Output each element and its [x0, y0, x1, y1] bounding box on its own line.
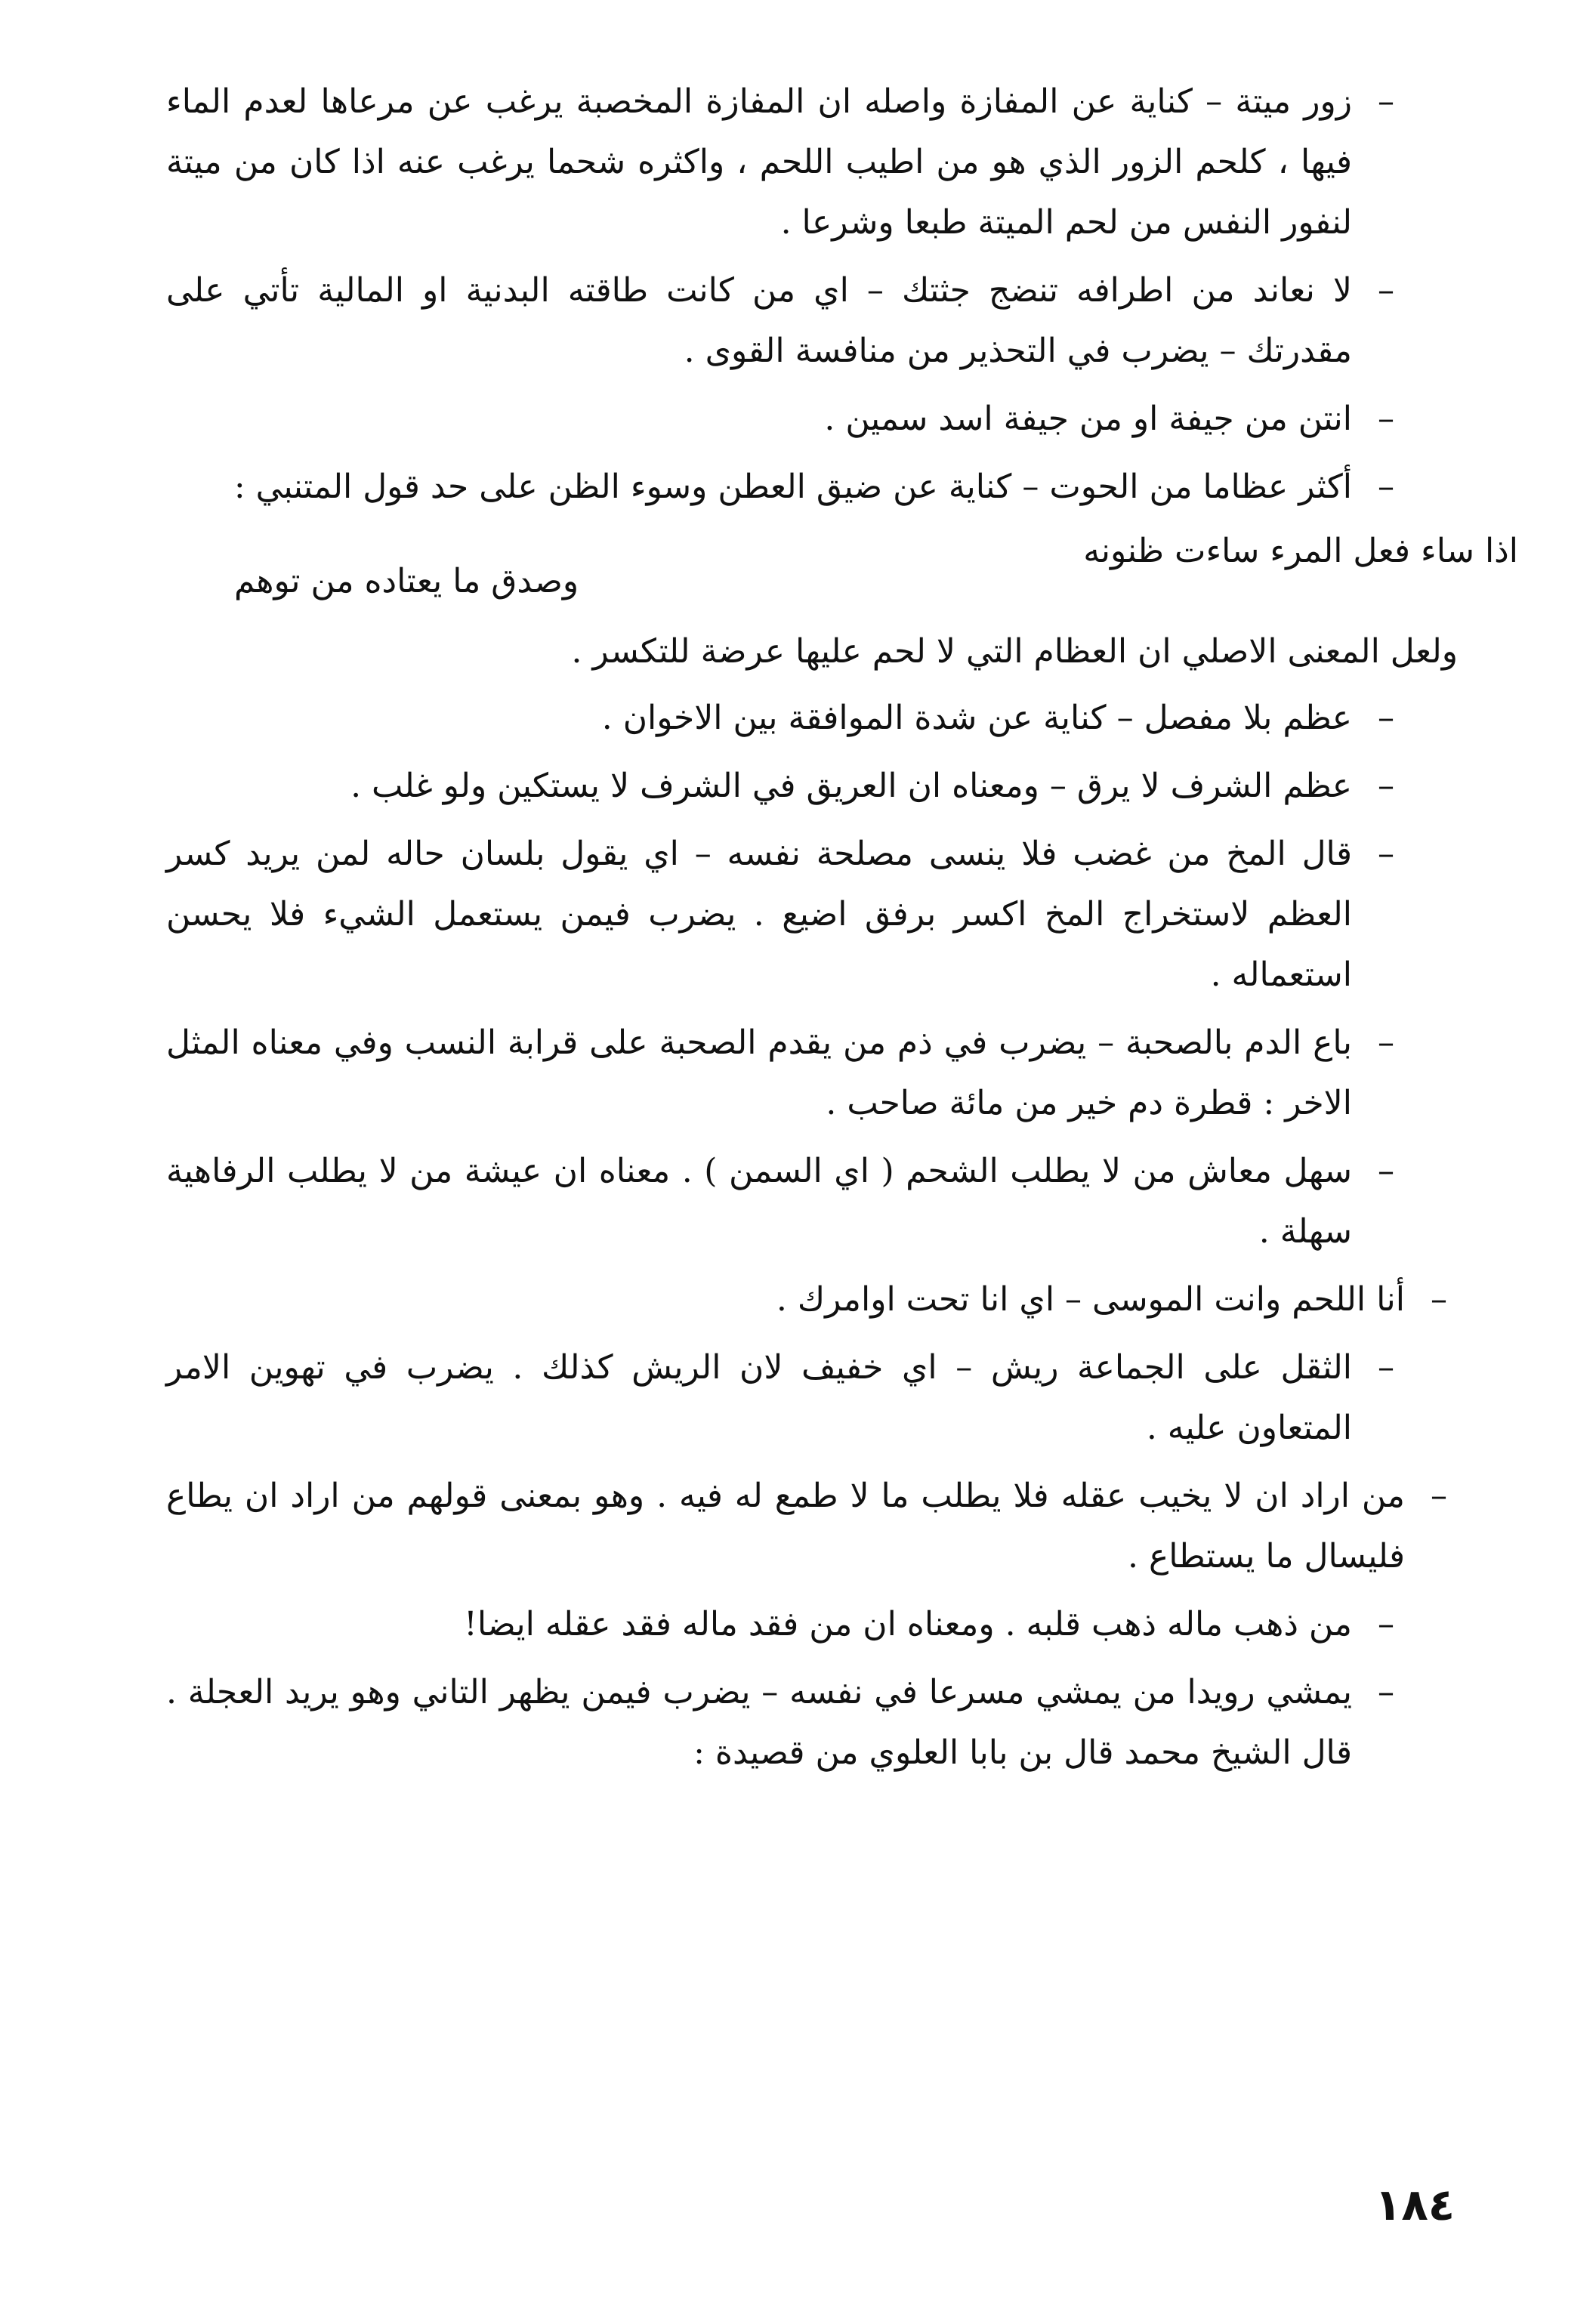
proverb-entry: [166, 1270, 1458, 1330]
entry-dash: –: [1378, 82, 1394, 121]
entry-text: قال المخ من غضب فلا ينسى مصلحة نفسه – اي يقول بلسان حاله لمن يريد كسر العظم لاستخراج المخ اكسر برفق اضيع . يضرب فيمن يستعمل الشيء فلا يحسن استعماله .: [166, 835, 1352, 994]
entry-text: عظم الشرف لا يرق – ومعناه ان العريق في الشرف لا يستكين ولو غلب .: [350, 767, 1352, 805]
entry-dash: –: [1378, 468, 1394, 506]
entry-text: الثقل على الجماعة ريش – اي خفيف لان الريش كذلك . يضرب في تهوين الامر المتعاون عليه .: [166, 1348, 1352, 1447]
proverb-entry: [166, 824, 1405, 1005]
proverb-entry: [166, 261, 1405, 381]
proverb-entry: [166, 1013, 1405, 1134]
entry-text: باع الدم بالصحبة – يضرب في ذم من يقدم الصحبة على قرابة النسب وفي معناه المثل الاخر : قطرة دم خير من مائة صاحب .: [166, 1023, 1352, 1122]
entry-text: أكثر عظاما من الحوت – كناية عن ضيق العطن وسوء الظن على حد قول المتنبي :: [233, 468, 1352, 506]
verse-hemistich-2: وصدق ما يعتاده من توهم: [234, 562, 579, 600]
proverb-entry: [166, 1141, 1405, 1262]
entry-text: زور ميتة – كناية عن المفازة واصله ان المفازة المخصبة يرغب عن مرعاها لعدم الماء فيها ، كلحم الزور الذي هو من اطيب اللحم ، واكثره شحما يرغب عنه اذا كان من ميتة لنفور النفس من لحم الميتة طبعا وشرعا .: [166, 82, 1352, 242]
poem-verse: [234, 525, 1518, 608]
entry-dash: –: [1378, 1348, 1394, 1387]
entry-dash: –: [1378, 1673, 1394, 1711]
verse-hemistich-1: اذا ساء فعل المرء ساءت ظنونه: [1083, 532, 1518, 570]
entry-dash: –: [1431, 1477, 1447, 1515]
proverb-entry: [166, 756, 1405, 816]
entry-text: لا نعاند من اطرافه تنضج جثتك – اي من كانت طاقته البدنية او المالية تأتي على مقدرتك – يضرب في التحذير من منافسة القوى .: [166, 271, 1352, 370]
entry-text: سهل معاش من لا يطلب الشحم ( اي السمن ) . معناه ان عيشة من لا يطلب الرفاهية سهلة .: [166, 1152, 1352, 1251]
entry-dash: –: [1431, 1280, 1447, 1319]
entry-text: أنا اللحم وانت الموسى – اي انا تحت اوامرك .: [776, 1280, 1405, 1319]
entry-text: يمشي رويدا من يمشي مسرعا في نفسه – يضرب فيمن يظهر التاني وهو يريد العجلة . قال الشيخ محمد قال بن بابا العلوي من قصيدة :: [166, 1673, 1353, 1772]
entry-dash: –: [1378, 767, 1394, 805]
entry-text: عظم بلا مفصل – كناية عن شدة الموافقة بين الاخوان .: [601, 699, 1352, 737]
entry-text: انتن من جيفة او من جيفة اسد سمين .: [824, 400, 1352, 438]
entry-dash: –: [1378, 1152, 1394, 1190]
commentary-paragraph: ولعل المعنى الاصلي ان العظام التي لا لحم عليها عرضة للتكسر .: [571, 632, 1458, 671]
entry-dash: –: [1378, 835, 1394, 873]
proverb-entry: [166, 457, 1405, 517]
proverb-entry: [166, 1662, 1405, 1783]
proverb-entry: [166, 688, 1405, 748]
proverb-entry: [166, 1466, 1458, 1587]
page-body: [166, 72, 1518, 1791]
entry-text: من ذهب ماله ذهب قلبه . ومعناه ان من فقد ماله فقد عقله ايضا!: [464, 1605, 1352, 1644]
entry-dash: –: [1378, 1023, 1394, 1062]
proverb-entry: [166, 389, 1405, 449]
proverb-entry: [166, 72, 1405, 253]
page-number: ١٨٤: [1375, 2179, 1456, 2230]
entry-dash: –: [1378, 271, 1394, 310]
proverb-entry: [166, 1594, 1405, 1655]
entry-dash: –: [1378, 400, 1394, 438]
entry-dash: –: [1378, 1605, 1394, 1644]
entry-text: من اراد ان لا يخيب عقله فلا يطلب ما لا طمع له فيه . وهو بمعنى قولهم من اراد ان يطاع فليسال ما يستطاع .: [166, 1477, 1405, 1576]
proverb-entry: [166, 1338, 1405, 1458]
entry-dash: –: [1378, 699, 1394, 737]
